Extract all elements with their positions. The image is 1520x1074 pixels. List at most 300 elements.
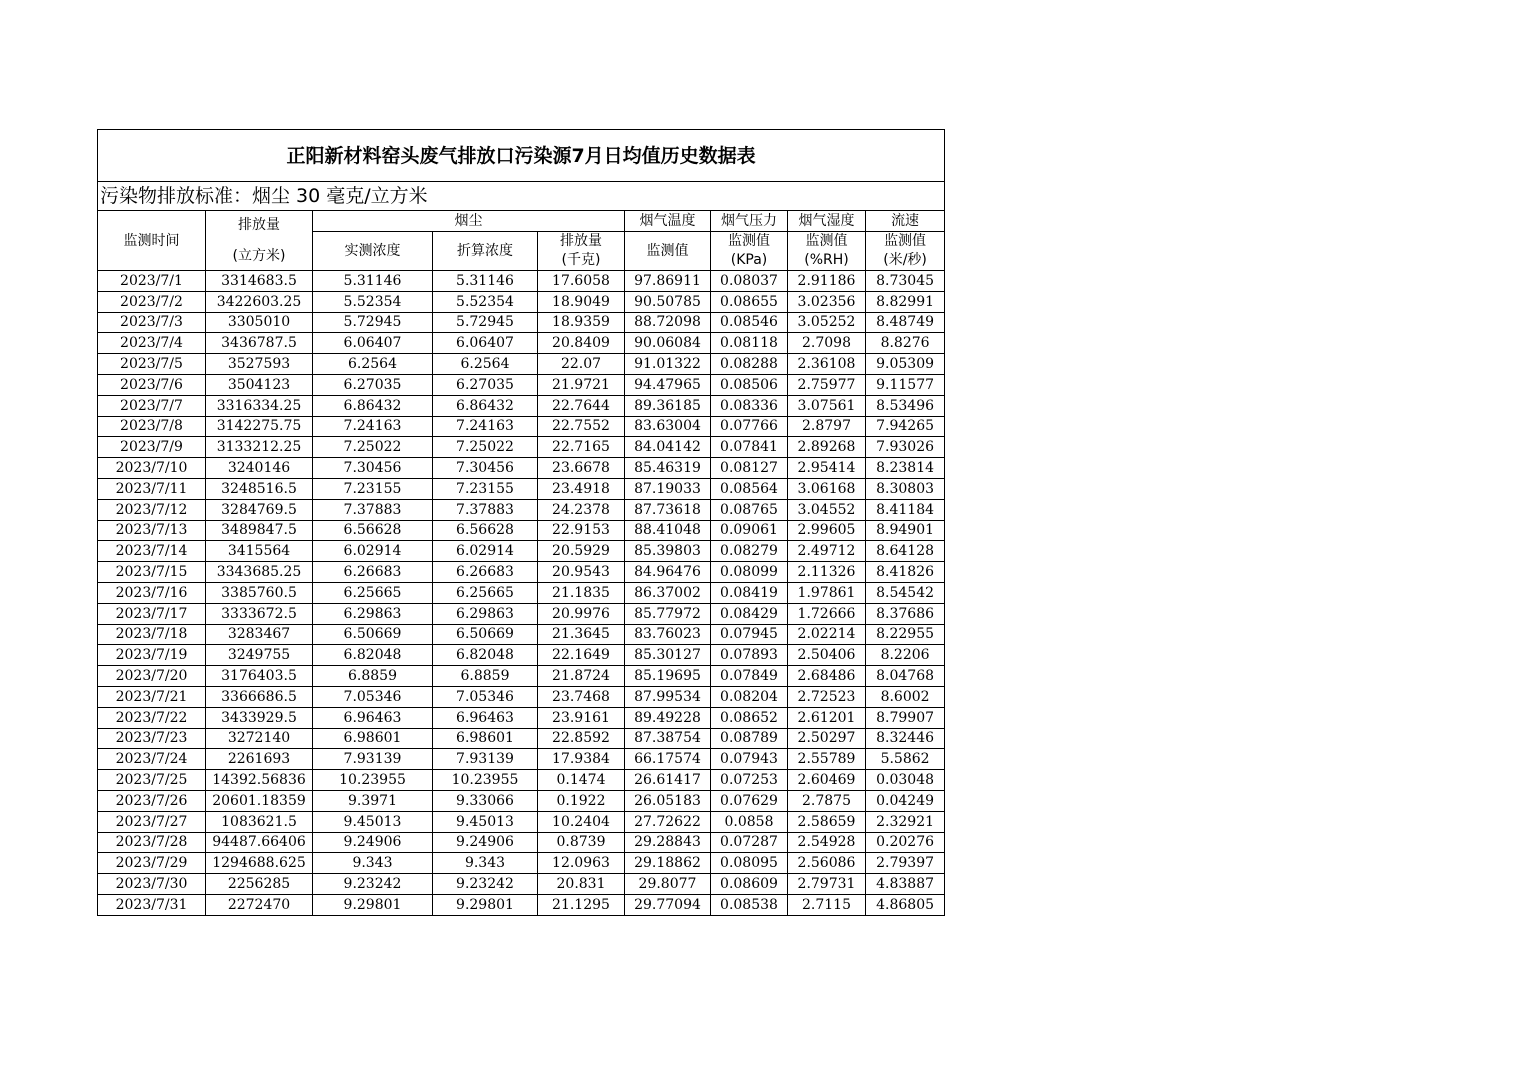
cell-measured-conc: 10.23955 [313, 770, 433, 791]
cell-volume: 1294688.625 [206, 853, 313, 874]
cell-gas-temp: 97.86911 [625, 271, 711, 292]
table-row [98, 645, 945, 666]
cell-flow: 8.6002 [866, 686, 945, 707]
cell-gas-humidity: 2.50297 [788, 728, 866, 749]
cell-converted-conc: 6.26683 [433, 562, 538, 583]
cell-gas-humidity: 2.60469 [788, 770, 866, 791]
table-row [98, 271, 945, 292]
cell-time: 2023/7/5 [98, 354, 206, 375]
table-row [98, 395, 945, 416]
header-measured-conc: 实测浓度 [313, 232, 433, 271]
cell-gas-pressure: 0.08204 [711, 686, 788, 707]
cell-gas-pressure: 0.08037 [711, 271, 788, 292]
cell-volume: 3422603.25 [206, 291, 313, 312]
cell-gas-pressure: 0.08336 [711, 395, 788, 416]
cell-measured-conc: 9.3971 [313, 790, 433, 811]
cell-measured-conc: 7.24163 [313, 416, 433, 437]
cell-volume: 94487.66406 [206, 832, 313, 853]
cell-measured-conc: 6.26683 [313, 562, 433, 583]
cell-emission: 21.9721 [538, 374, 625, 395]
header-gas-pressure-unit: (KPa) [730, 252, 768, 268]
table-row [98, 458, 945, 479]
cell-gas-pressure: 0.08765 [711, 499, 788, 520]
cell-measured-conc: 7.25022 [313, 437, 433, 458]
cell-gas-pressure: 0.08099 [711, 562, 788, 583]
cell-gas-humidity: 2.7098 [788, 333, 866, 354]
cell-measured-conc: 5.72945 [313, 312, 433, 333]
cell-time: 2023/7/24 [98, 749, 206, 770]
cell-converted-conc: 5.31146 [433, 271, 538, 292]
cell-flow: 8.82991 [866, 291, 945, 312]
cell-gas-temp: 85.46319 [625, 458, 711, 479]
cell-emission: 21.1835 [538, 582, 625, 603]
cell-volume: 3527593 [206, 354, 313, 375]
cell-volume: 3305010 [206, 312, 313, 333]
cell-gas-pressure: 0.08609 [711, 874, 788, 895]
cell-gas-temp: 87.73618 [625, 499, 711, 520]
cell-time: 2023/7/25 [98, 770, 206, 791]
cell-measured-conc: 6.96463 [313, 707, 433, 728]
cell-gas-humidity: 3.06168 [788, 478, 866, 499]
cell-gas-temp: 88.72098 [625, 312, 711, 333]
cell-gas-pressure: 0.07893 [711, 645, 788, 666]
cell-emission: 22.07 [538, 354, 625, 375]
cell-gas-temp: 26.05183 [625, 790, 711, 811]
cell-gas-temp: 84.04142 [625, 437, 711, 458]
cell-gas-pressure: 0.08127 [711, 458, 788, 479]
cell-time: 2023/7/28 [98, 832, 206, 853]
table-row [98, 853, 945, 874]
table-row [98, 582, 945, 603]
table-row [98, 354, 945, 375]
header-emission [538, 232, 625, 271]
cell-time: 2023/7/21 [98, 686, 206, 707]
cell-volume: 2261693 [206, 749, 313, 770]
cell-gas-temp: 26.61417 [625, 770, 711, 791]
cell-gas-humidity: 3.04552 [788, 499, 866, 520]
cell-converted-conc: 7.30456 [433, 458, 538, 479]
cell-emission: 17.6058 [538, 271, 625, 292]
page-title: 正阳新材料窑头废气排放口污染源7月日均值历史数据表 [98, 130, 945, 182]
cell-emission: 18.9359 [538, 312, 625, 333]
cell-gas-humidity: 1.97861 [788, 582, 866, 603]
header-volume [206, 211, 313, 271]
table-row [98, 894, 945, 915]
cell-flow: 8.2206 [866, 645, 945, 666]
cell-volume: 3283467 [206, 624, 313, 645]
table-row [98, 686, 945, 707]
cell-emission: 17.9384 [538, 749, 625, 770]
cell-gas-pressure: 0.08279 [711, 541, 788, 562]
cell-gas-pressure: 0.08564 [711, 478, 788, 499]
cell-time: 2023/7/30 [98, 874, 206, 895]
table-row [98, 374, 945, 395]
cell-measured-conc: 5.31146 [313, 271, 433, 292]
cell-time: 2023/7/15 [98, 562, 206, 583]
cell-gas-temp: 85.39803 [625, 541, 711, 562]
cell-measured-conc: 7.93139 [313, 749, 433, 770]
cell-gas-humidity: 2.7875 [788, 790, 866, 811]
cell-converted-conc: 10.23955 [433, 770, 538, 791]
table-row [98, 624, 945, 645]
cell-converted-conc: 5.52354 [433, 291, 538, 312]
cell-gas-temp: 83.76023 [625, 624, 711, 645]
cell-gas-pressure: 0.07841 [711, 437, 788, 458]
cell-emission: 23.7468 [538, 686, 625, 707]
cell-time: 2023/7/6 [98, 374, 206, 395]
cell-gas-pressure: 0.08506 [711, 374, 788, 395]
cell-measured-conc: 6.8859 [313, 666, 433, 687]
cell-gas-temp: 94.47965 [625, 374, 711, 395]
cell-converted-conc: 6.86432 [433, 395, 538, 416]
cell-gas-humidity: 2.55789 [788, 749, 866, 770]
cell-gas-pressure: 0.08652 [711, 707, 788, 728]
cell-flow: 9.11577 [866, 374, 945, 395]
cell-emission: 10.2404 [538, 811, 625, 832]
table-row [98, 874, 945, 895]
cell-gas-temp: 87.19033 [625, 478, 711, 499]
cell-gas-humidity: 2.56086 [788, 853, 866, 874]
cell-time: 2023/7/8 [98, 416, 206, 437]
cell-gas-pressure: 0.07253 [711, 770, 788, 791]
header-gas-temp-value: 监测值 [625, 232, 711, 271]
cell-measured-conc: 9.24906 [313, 832, 433, 853]
cell-converted-conc: 6.96463 [433, 707, 538, 728]
cell-time: 2023/7/2 [98, 291, 206, 312]
cell-converted-conc: 9.343 [433, 853, 538, 874]
cell-time: 2023/7/16 [98, 582, 206, 603]
cell-measured-conc: 6.98601 [313, 728, 433, 749]
cell-measured-conc: 7.30456 [313, 458, 433, 479]
cell-volume: 3248516.5 [206, 478, 313, 499]
cell-gas-humidity: 2.7115 [788, 894, 866, 915]
cell-time: 2023/7/26 [98, 790, 206, 811]
cell-gas-humidity: 2.91186 [788, 271, 866, 292]
header-emission-unit: (千克) [561, 252, 601, 268]
cell-volume: 3504123 [206, 374, 313, 395]
cell-gas-temp: 87.99534 [625, 686, 711, 707]
cell-gas-humidity: 2.95414 [788, 458, 866, 479]
cell-time: 2023/7/27 [98, 811, 206, 832]
table-row [98, 291, 945, 312]
cell-gas-temp: 87.38754 [625, 728, 711, 749]
cell-gas-temp: 91.01322 [625, 354, 711, 375]
cell-flow: 0.03048 [866, 770, 945, 791]
cell-measured-conc: 6.56628 [313, 520, 433, 541]
cell-gas-pressure: 0.08288 [711, 354, 788, 375]
header-gas-humidity-unit: (%RH) [804, 252, 849, 268]
cell-converted-conc: 7.23155 [433, 478, 538, 499]
cell-gas-humidity: 2.54928 [788, 832, 866, 853]
table-row [98, 478, 945, 499]
cell-measured-conc: 6.25665 [313, 582, 433, 603]
cell-gas-humidity: 1.72666 [788, 603, 866, 624]
cell-emission: 20.9976 [538, 603, 625, 624]
cell-measured-conc: 6.06407 [313, 333, 433, 354]
cell-emission: 21.1295 [538, 894, 625, 915]
cell-gas-pressure: 0.0858 [711, 811, 788, 832]
cell-converted-conc: 6.06407 [433, 333, 538, 354]
cell-emission: 0.1474 [538, 770, 625, 791]
table-row [98, 707, 945, 728]
cell-converted-conc: 9.29801 [433, 894, 538, 915]
cell-time: 2023/7/10 [98, 458, 206, 479]
cell-gas-temp: 29.18862 [625, 853, 711, 874]
cell-flow: 8.64128 [866, 541, 945, 562]
cell-emission: 12.0963 [538, 853, 625, 874]
cell-gas-temp: 85.19695 [625, 666, 711, 687]
cell-flow: 8.73045 [866, 271, 945, 292]
cell-gas-pressure: 0.07849 [711, 666, 788, 687]
table-row [98, 437, 945, 458]
cell-volume: 2272470 [206, 894, 313, 915]
cell-time: 2023/7/22 [98, 707, 206, 728]
cell-volume: 3272140 [206, 728, 313, 749]
cell-volume: 3133212.25 [206, 437, 313, 458]
cell-time: 2023/7/18 [98, 624, 206, 645]
cell-gas-pressure: 0.09061 [711, 520, 788, 541]
cell-gas-humidity: 2.11326 [788, 562, 866, 583]
cell-gas-pressure: 0.08546 [711, 312, 788, 333]
cell-time: 2023/7/29 [98, 853, 206, 874]
table-row [98, 562, 945, 583]
cell-gas-temp: 27.72622 [625, 811, 711, 832]
cell-converted-conc: 6.50669 [433, 624, 538, 645]
cell-emission: 22.1649 [538, 645, 625, 666]
cell-flow: 8.53496 [866, 395, 945, 416]
cell-emission: 22.8592 [538, 728, 625, 749]
cell-time: 2023/7/14 [98, 541, 206, 562]
cell-flow: 8.30803 [866, 478, 945, 499]
cell-gas-temp: 29.8077 [625, 874, 711, 895]
cell-volume: 3343685.25 [206, 562, 313, 583]
table-row [98, 603, 945, 624]
cell-volume: 1083621.5 [206, 811, 313, 832]
cell-gas-pressure: 0.08095 [711, 853, 788, 874]
cell-converted-conc: 6.25665 [433, 582, 538, 603]
cell-flow: 8.04768 [866, 666, 945, 687]
cell-gas-temp: 88.41048 [625, 520, 711, 541]
cell-gas-pressure: 0.08419 [711, 582, 788, 603]
cell-gas-humidity: 2.02214 [788, 624, 866, 645]
cell-gas-temp: 90.50785 [625, 291, 711, 312]
cell-time: 2023/7/3 [98, 312, 206, 333]
table-row [98, 520, 945, 541]
cell-flow: 8.54542 [866, 582, 945, 603]
cell-gas-humidity: 2.50406 [788, 645, 866, 666]
cell-converted-conc: 6.02914 [433, 541, 538, 562]
cell-time: 2023/7/13 [98, 520, 206, 541]
cell-time: 2023/7/9 [98, 437, 206, 458]
cell-gas-humidity: 2.99605 [788, 520, 866, 541]
cell-converted-conc: 6.27035 [433, 374, 538, 395]
cell-volume: 3249755 [206, 645, 313, 666]
emission-standard: 污染物排放标准：烟尘 30 毫克/立方米 [98, 182, 945, 211]
cell-time: 2023/7/4 [98, 333, 206, 354]
header-flow: 流速 [866, 211, 945, 232]
cell-emission: 20.831 [538, 874, 625, 895]
cell-gas-temp: 85.77972 [625, 603, 711, 624]
cell-gas-pressure: 0.07945 [711, 624, 788, 645]
cell-time: 2023/7/17 [98, 603, 206, 624]
table-row [98, 790, 945, 811]
cell-emission: 0.8739 [538, 832, 625, 853]
cell-measured-conc: 6.27035 [313, 374, 433, 395]
header-converted-conc: 折算浓度 [433, 232, 538, 271]
header-gas-temp: 烟气温度 [625, 211, 711, 232]
cell-emission: 23.6678 [538, 458, 625, 479]
table-row [98, 811, 945, 832]
cell-gas-temp: 29.77094 [625, 894, 711, 915]
cell-volume: 3142275.75 [206, 416, 313, 437]
cell-gas-humidity: 2.36108 [788, 354, 866, 375]
cell-measured-conc: 9.29801 [313, 894, 433, 915]
cell-emission: 22.7552 [538, 416, 625, 437]
cell-emission: 22.9153 [538, 520, 625, 541]
cell-gas-pressure: 0.08655 [711, 291, 788, 312]
cell-flow: 8.32446 [866, 728, 945, 749]
cell-time: 2023/7/19 [98, 645, 206, 666]
cell-converted-conc: 9.33066 [433, 790, 538, 811]
cell-emission: 23.9161 [538, 707, 625, 728]
cell-gas-humidity: 2.89268 [788, 437, 866, 458]
cell-gas-humidity: 2.75977 [788, 374, 866, 395]
cell-converted-conc: 6.29863 [433, 603, 538, 624]
cell-gas-humidity: 2.61201 [788, 707, 866, 728]
cell-measured-conc: 6.82048 [313, 645, 433, 666]
cell-measured-conc: 6.2564 [313, 354, 433, 375]
cell-emission: 0.1922 [538, 790, 625, 811]
cell-gas-temp: 85.30127 [625, 645, 711, 666]
table-row [98, 770, 945, 791]
cell-gas-pressure: 0.07287 [711, 832, 788, 853]
cell-flow: 7.94265 [866, 416, 945, 437]
cell-gas-humidity: 2.49712 [788, 541, 866, 562]
cell-gas-humidity: 3.07561 [788, 395, 866, 416]
cell-measured-conc: 6.29863 [313, 603, 433, 624]
cell-flow: 8.41184 [866, 499, 945, 520]
cell-volume: 3433929.5 [206, 707, 313, 728]
cell-measured-conc: 7.23155 [313, 478, 433, 499]
cell-measured-conc: 7.37883 [313, 499, 433, 520]
cell-gas-temp: 89.49228 [625, 707, 711, 728]
cell-volume: 3415564 [206, 541, 313, 562]
cell-emission: 21.8724 [538, 666, 625, 687]
header-volume-unit: (立方米) [232, 247, 286, 264]
cell-emission: 20.8409 [538, 333, 625, 354]
cell-flow: 2.79397 [866, 853, 945, 874]
cell-gas-pressure: 0.07766 [711, 416, 788, 437]
cell-volume: 3176403.5 [206, 666, 313, 687]
cell-emission: 20.9543 [538, 562, 625, 583]
cell-gas-humidity: 2.58659 [788, 811, 866, 832]
cell-flow: 7.93026 [866, 437, 945, 458]
cell-volume: 3385760.5 [206, 582, 313, 603]
cell-emission: 23.4918 [538, 478, 625, 499]
cell-time: 2023/7/31 [98, 894, 206, 915]
header-gas-pressure-sub: 监测值 [728, 233, 770, 249]
cell-converted-conc: 6.98601 [433, 728, 538, 749]
cell-volume: 3489847.5 [206, 520, 313, 541]
header-flow-value [866, 232, 945, 271]
cell-flow: 8.94901 [866, 520, 945, 541]
cell-converted-conc: 7.05346 [433, 686, 538, 707]
cell-converted-conc: 6.8859 [433, 666, 538, 687]
cell-volume: 2256285 [206, 874, 313, 895]
cell-flow: 0.20276 [866, 832, 945, 853]
cell-flow: 8.37686 [866, 603, 945, 624]
cell-converted-conc: 9.23242 [433, 874, 538, 895]
cell-measured-conc: 7.05346 [313, 686, 433, 707]
cell-volume: 3240146 [206, 458, 313, 479]
cell-converted-conc: 6.82048 [433, 645, 538, 666]
cell-emission: 24.2378 [538, 499, 625, 520]
cell-volume: 3333672.5 [206, 603, 313, 624]
cell-emission: 21.3645 [538, 624, 625, 645]
table-row [98, 541, 945, 562]
cell-converted-conc: 9.24906 [433, 832, 538, 853]
cell-gas-pressure: 0.08789 [711, 728, 788, 749]
cell-measured-conc: 5.52354 [313, 291, 433, 312]
cell-flow: 4.83887 [866, 874, 945, 895]
header-flow-sub: 监测值 [884, 233, 927, 249]
cell-gas-pressure: 0.07629 [711, 790, 788, 811]
table-row [98, 333, 945, 354]
cell-measured-conc: 6.86432 [313, 395, 433, 416]
table-row [98, 416, 945, 437]
cell-flow: 8.22955 [866, 624, 945, 645]
cell-volume: 14392.56836 [206, 770, 313, 791]
data-table [97, 129, 945, 916]
cell-emission: 22.7165 [538, 437, 625, 458]
header-emission-label: 排放量 [560, 233, 602, 249]
cell-flow: 8.23814 [866, 458, 945, 479]
cell-converted-conc: 7.24163 [433, 416, 538, 437]
cell-gas-humidity: 2.68486 [788, 666, 866, 687]
cell-converted-conc: 7.37883 [433, 499, 538, 520]
cell-converted-conc: 7.93139 [433, 749, 538, 770]
cell-gas-temp: 83.63004 [625, 416, 711, 437]
cell-time: 2023/7/23 [98, 728, 206, 749]
cell-converted-conc: 5.72945 [433, 312, 538, 333]
cell-flow: 4.86805 [866, 894, 945, 915]
cell-flow: 8.48749 [866, 312, 945, 333]
cell-gas-temp: 84.96476 [625, 562, 711, 583]
cell-flow: 9.05309 [866, 354, 945, 375]
cell-gas-pressure: 0.08538 [711, 894, 788, 915]
cell-gas-humidity: 2.8797 [788, 416, 866, 437]
header-gas-pressure: 烟气压力 [711, 211, 788, 232]
cell-volume: 3316334.25 [206, 395, 313, 416]
cell-volume: 3314683.5 [206, 271, 313, 292]
cell-converted-conc: 9.45013 [433, 811, 538, 832]
table-row [98, 749, 945, 770]
cell-gas-temp: 86.37002 [625, 582, 711, 603]
table-row [98, 666, 945, 687]
header-time: 监测时间 [98, 211, 206, 271]
header-flow-unit: (米/秒) [883, 252, 927, 268]
header-gas-humidity-sub: 监测值 [805, 233, 848, 249]
cell-emission: 20.5929 [538, 541, 625, 562]
table-row [98, 832, 945, 853]
cell-flow: 8.79907 [866, 707, 945, 728]
cell-gas-pressure: 0.07943 [711, 749, 788, 770]
cell-time: 2023/7/1 [98, 271, 206, 292]
cell-flow: 2.32921 [866, 811, 945, 832]
cell-gas-pressure: 0.08118 [711, 333, 788, 354]
cell-converted-conc: 6.2564 [433, 354, 538, 375]
cell-time: 2023/7/11 [98, 478, 206, 499]
